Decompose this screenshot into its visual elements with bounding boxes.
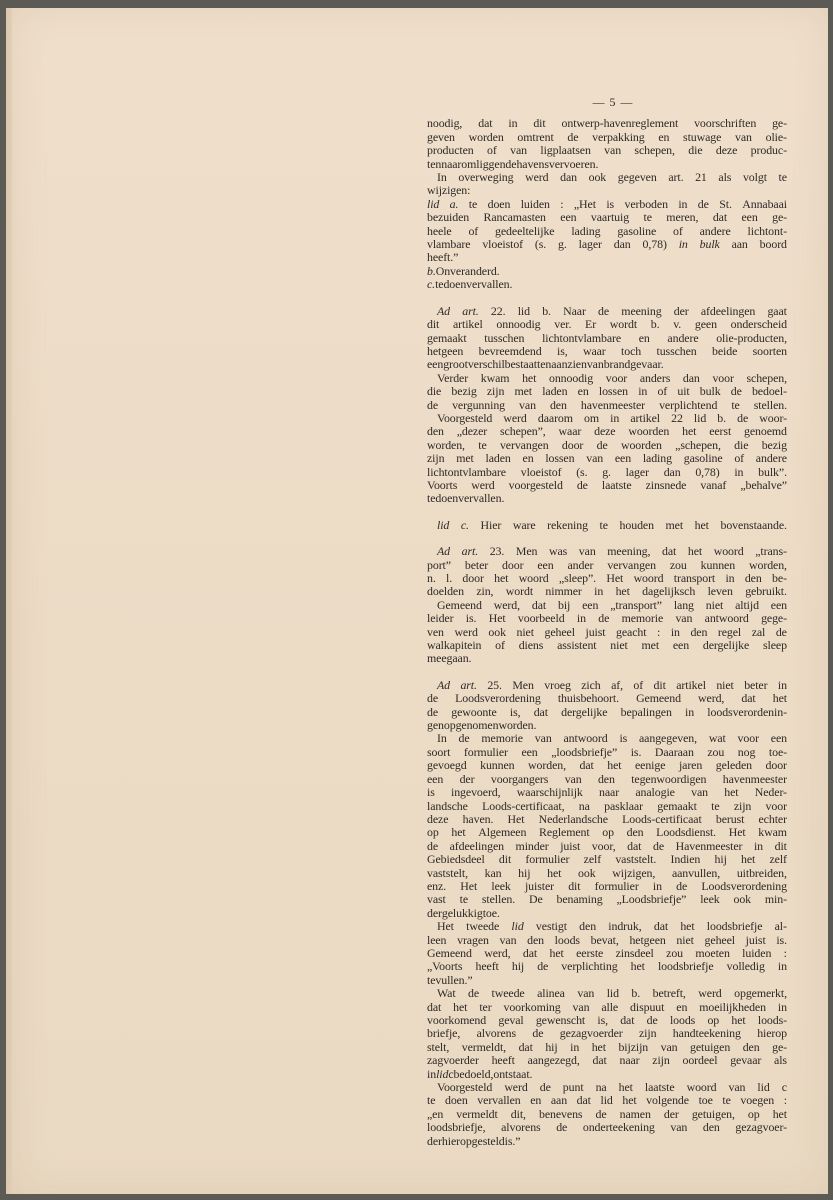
text-line: de afdeelingen minder juist voor, dat de Havenmeester in dit bbox=[427, 838, 787, 853]
text-line: „Voorts heeft hij de verplichting het loodsbriefje volledig in bbox=[427, 959, 787, 974]
text-line: stelt, vermeldt, dat hij in het bijzijn van getuigen den ge- bbox=[427, 1039, 787, 1054]
text-line: port” beter door een ander vervangen zou kunnen worden, bbox=[427, 557, 787, 572]
text-line: Ad art. 22. lid b. Naar de meening der afdeelingen gaat bbox=[437, 303, 787, 318]
text-line: bezuiden Rancamasten een vaartuig te meren, dat een ge- bbox=[427, 210, 787, 225]
text-column bbox=[427, 96, 787, 1148]
text-line: te vullen.” bbox=[427, 972, 473, 987]
text-line: gevoegd kunnen worden, dat het eenige jaren geleden door bbox=[427, 758, 787, 773]
body-text bbox=[427, 117, 787, 1148]
text-line: Ad art. 25. Men vroeg zich af, of dit artikel niet beter in bbox=[437, 677, 787, 692]
text-line: wijzigen : bbox=[427, 183, 471, 198]
text-line: Wat de tweede alinea van lid b. betreft, werd opgemerkt, bbox=[437, 986, 787, 1001]
text-line: vlambare vloeistof (s. g. lager dan 0,78) in bulk aan boord bbox=[427, 237, 787, 252]
text-line: te doen vervallen. bbox=[427, 491, 505, 506]
text-line: Gemeend werd, dat het eerste zinsdeel zou moeten luiden : bbox=[427, 945, 787, 960]
text-line: Voorgesteld werd daarom om in artikel 22 lid b. de woor- bbox=[437, 410, 787, 425]
text-line: Gemeend werd, dat bij een „transport” lang niet altijd een bbox=[437, 597, 787, 612]
text-line: „en vermeldt dit, benevens de namen der getuigen, op het bbox=[427, 1106, 787, 1121]
text-line: worden, te vervangen door de woorden „schepen, die bezig bbox=[427, 437, 787, 452]
text-line: c. te doen vervallen. bbox=[427, 277, 513, 292]
text-line: leen vragen van den loods bevat, hetgeen niet geheel juist is. bbox=[427, 932, 787, 947]
text-line: dit artikel onnoodig ver. Er wordt b. v. geen onderscheid bbox=[427, 317, 787, 332]
text-line: noodig, dat in dit ontwerp-havenreglement voorschriften ge- bbox=[427, 116, 787, 131]
text-line: den „dezer schepen”, waar deze woorden het eerst genoemd bbox=[427, 424, 787, 439]
text-line: producten of van ligplaatsen van schepen, die deze produc- bbox=[427, 143, 787, 158]
text-line: Voorgesteld werd de punt na het laatste woord van lid c bbox=[437, 1080, 787, 1095]
text-line: der gelukkig toe. bbox=[427, 905, 500, 920]
text-line: de vergunning van den havenmeester verplichtend te stellen. bbox=[427, 397, 787, 412]
text-line: lid c. Hier ware rekening te houden met het bovenstaande. bbox=[437, 517, 787, 532]
text-line: enz. Het leek juister dit formulier in de Loodsverordening bbox=[427, 878, 787, 893]
text-line: op het Algemeen Reglement op den Loodsdienst. Het kwam bbox=[427, 825, 787, 840]
text-line: In overweging werd dan ook gegeven art. 21 als volgt te bbox=[437, 170, 787, 185]
text-line: te doen vervallen en aan dat lid het volgende toe te voegen : bbox=[427, 1093, 787, 1108]
paragraph-gap bbox=[427, 666, 787, 679]
text-line: in lid c bedoeld, ontstaat. bbox=[427, 1066, 533, 1081]
text-line: der hierop gesteld is.” bbox=[427, 1133, 521, 1148]
text-line: gen opgenomen worden. bbox=[427, 718, 537, 733]
text-line: Ad art. 23. Men was van meening, dat het woord „trans- bbox=[437, 544, 787, 559]
text-line: dat het ter voorkoming van alle dispuut en moeilijkheden in bbox=[427, 999, 787, 1014]
text-line: vast te stellen. De benaming „Loodsbriefje” leek ook min- bbox=[427, 892, 787, 907]
text-line: hetgeen bevreemdend is, waar toch tusschen beide soorten bbox=[427, 343, 787, 358]
text-line: In de memorie van antwoord is aangegeven, wat voor een bbox=[437, 731, 787, 746]
page-number: — 5 — bbox=[592, 95, 634, 109]
text-line: vaststelt, kan hij het ook wijzigen, aanvullen, uitbreiden, bbox=[427, 865, 787, 880]
text-line: soort formulier een „loodsbriefje” is. Daaraan zou nog toe- bbox=[427, 744, 787, 759]
text-line: zijn met laden en lossen van een lading gasoline of andere bbox=[427, 451, 787, 466]
text-line: lichtontvlambare vloeistof (s. g. lager dan 0,78) in bulk”. bbox=[427, 464, 787, 479]
text-line: gemaakt tusschen lichtontvlambare en andere olie-producten, bbox=[427, 330, 787, 345]
text-line: de Loodsverordening thuisbehoort. Gemeend werd, dat het bbox=[427, 691, 787, 706]
text-line: ten naar omliggende havens vervoeren. bbox=[427, 156, 599, 171]
text-line: heeft.” bbox=[427, 250, 459, 265]
text-line: heele of gedeeltelijke lading gasoline of andere lichtont- bbox=[427, 223, 787, 238]
text-line: deze haven. Het Nederlandsche Loods-certificaat berust echter bbox=[427, 811, 787, 826]
text-line: zagvoerder heeft aangezegd, dat naar zijn oordeel gevaar als bbox=[427, 1053, 787, 1068]
text-line: Het tweede lid vestigt den indruk, dat het loodsbriefje al- bbox=[437, 919, 787, 934]
text-line: geven worden omtrent de verpakking en stuwage van olie- bbox=[427, 129, 787, 144]
text-line: leider is. Het voorbeeld in de memorie van antwoord gege- bbox=[427, 611, 787, 626]
text-line: b. Onveranderd. bbox=[427, 263, 500, 278]
text-line: walkapitein of diens assistent niet met een dergelijke sleep bbox=[427, 638, 787, 653]
text-line: die bezig zijn met laden en lossen in of uit bulk de bedoel- bbox=[427, 384, 787, 399]
text-line: loodsbriefje, alvorens de onderteekening van den gezagvoer- bbox=[427, 1120, 787, 1135]
text-line: briefje, alvorens de gezagvoerder zijn handteekening hierop bbox=[427, 1026, 787, 1041]
text-line: landsche Loods-certificaat, na pasklaar gemaakt te zijn voor bbox=[427, 798, 787, 813]
paragraph-gap bbox=[427, 292, 787, 305]
text-line: Gebiedsdeel dit formulier zelf vaststelt. Indien hij het zelf bbox=[427, 852, 787, 867]
paragraph-gap bbox=[427, 506, 787, 519]
text-line: is ingevoerd, waarschijnlijk naar analogie van het Neder- bbox=[427, 785, 787, 800]
text-line: meegaan. bbox=[427, 651, 472, 666]
text-line: de gewoonte is, dat dergelijke bepalingen in loodsverordenin- bbox=[427, 704, 787, 719]
text-line: Voorts werd voorgesteld de laatste zinsnede vanaf „behalve” bbox=[427, 477, 787, 492]
text-line: doelden zin, wordt nimmer in het dagelijksch leven gebruikt. bbox=[427, 584, 787, 599]
text-line: ven werd ook niet geheel juist geacht : in den regel zal de bbox=[427, 624, 787, 639]
text-line: een der voorgangers van den tegenwoordigen havenmeester bbox=[427, 771, 787, 786]
text-line: Verder kwam het onnoodig voor anders dan voor schepen, bbox=[437, 370, 787, 385]
document-page bbox=[12, 8, 828, 1194]
text-line: n. l. door het woord „sleep”. Het woord transport in den be- bbox=[427, 571, 787, 585]
text-line: voorkomend geval gewenscht is, dat de loods op het loods- bbox=[427, 1013, 787, 1027]
text-line: lid a. te doen luiden : „Het is verboden in de St. Annabaai bbox=[427, 196, 787, 211]
text-line: een groot verschil bestaat ten aanzien van brandgevaar. bbox=[427, 357, 664, 372]
